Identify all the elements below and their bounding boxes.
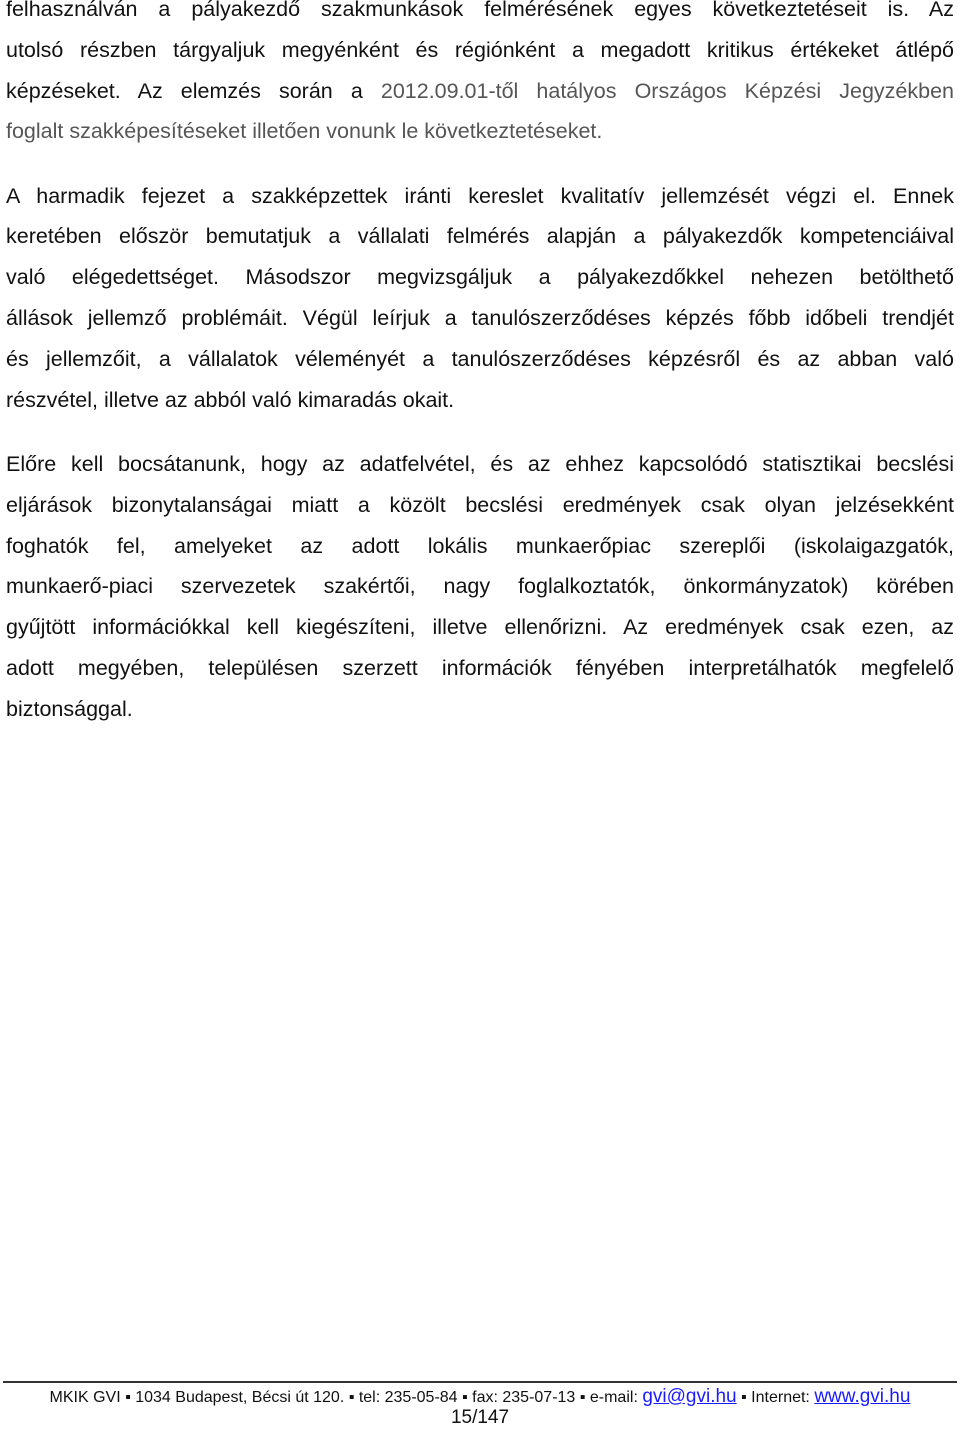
text-segment: felhasználván a pályakezdő szakmunkások felmérésének egyes következtetéseit is. Az — [6, 0, 954, 21]
text-line — [6, 607, 954, 648]
text-line — [6, 566, 954, 607]
text-segment: biztonsággal. — [6, 696, 133, 721]
text-line — [6, 444, 954, 485]
text-line — [6, 689, 954, 730]
text-segment: képzéseket. Az elemzés során a — [6, 78, 381, 103]
text-segment: foglalt szakképesítéseket illetően vonunk le következtetéseket. — [6, 119, 603, 144]
document-body — [6, 0, 954, 753]
text-line — [6, 380, 954, 421]
text-segment: gyűjtött információkkal kell kiegészíteni, illetve ellenőrizni. Az eredmények csak ezen, az — [6, 615, 954, 640]
footer-divider — [3, 1381, 957, 1383]
text-line — [6, 176, 954, 217]
footer-internet-label: ▪ Internet: — [736, 1389, 815, 1406]
text-segment: munkaerő-piaci szervezetek szakértői, nagy foglalkoztatók, önkormányzatok) körében — [6, 574, 954, 599]
text-segment: keretében először bemutatjuk a vállalati felmérés alapján a pályakezdők kompetenciáival — [6, 224, 954, 249]
text-line — [6, 485, 954, 526]
text-segment: való elégedettséget. Másodszor megvizsgáljuk a pályakezdőkkel nehezen betölthető — [6, 265, 954, 290]
page-number: 15/147 — [450, 1407, 510, 1428]
text-segment: adott megyében, településen szerzett információk fényében interpretálhatók megfelelő — [6, 655, 954, 680]
paragraph — [6, 444, 954, 730]
email-link[interactable]: gvi@gvi.hu — [642, 1386, 737, 1407]
paragraph — [6, 176, 954, 421]
text-segment: eljárások bizonytalanságai miatt a közölt becslési eredmények csak olyan jelzésekként — [6, 492, 954, 517]
text-line — [6, 71, 954, 112]
text-line — [6, 648, 954, 689]
text-line — [6, 298, 954, 339]
text-line — [6, 0, 954, 30]
text-segment: és jellemzőit, a vállalatok véleményét a tanulószerződéses képzésről és az abban való — [6, 346, 954, 371]
text-segment: állások jellemző problémáit. Végül leírjuk a tanulószerződéses képzés főbb időbeli trendjét — [6, 306, 954, 331]
text-segment: A harmadik fejezet a szakképzettek iránti kereslet kvalitatív jellemzését végzi el. Ennek — [6, 183, 954, 208]
text-line — [6, 257, 954, 298]
text-segment: 2012.09.01-től hatályos Országos Képzési Jegyzékben — [380, 78, 954, 103]
footer — [0, 1386, 960, 1408]
website-link[interactable]: www.gvi.hu — [814, 1386, 911, 1407]
paragraph — [6, 0, 954, 152]
text-segment: Előre kell bocsátanunk, hogy az adatfelvétel, és az ehhez kapcsolódó statisztikai becslési — [6, 451, 954, 476]
text-line — [6, 111, 954, 152]
text-line — [6, 30, 954, 71]
text-line — [6, 526, 954, 567]
text-segment: részvétel, illetve az abból való kimaradás okait. — [6, 387, 455, 412]
text-line — [6, 216, 954, 257]
text-segment: utolsó részben tárgyaljuk megyénként és régiónként a megadott kritikus értékeket átlépő — [6, 37, 954, 62]
text-segment: foghatók fel, amelyeket az adott lokális munkaerőpiac szereplői (iskolaigazgatók, — [6, 533, 954, 558]
footer-contact: MKIK GVI ▪ 1034 Budapest, Bécsi út 120. ▪ tel: 235-05-84 ▪ fax: 235-07-13 ▪ e-mail: — [49, 1389, 643, 1406]
text-line — [6, 339, 954, 380]
